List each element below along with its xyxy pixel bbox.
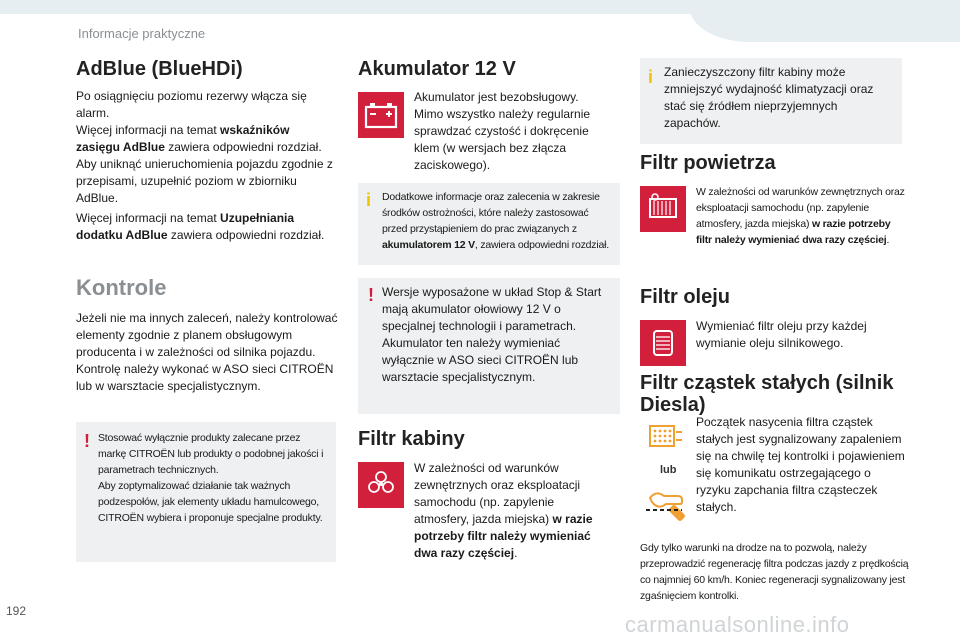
filtr-czastek-title (640, 372, 893, 416)
akumulator-info-box (358, 183, 620, 265)
section-title: Informacje praktyczne (78, 26, 206, 41)
oil-filter-icon (640, 320, 686, 366)
filtr-powietrza-title: Filtr powietrza (640, 152, 776, 174)
kontrole-warning-line-2: Aby zoptymalizować działanie tak ważnych podzespołów, jak elementy układu hamulcowego, CITROËN wybiera i proponuje specjalne produkty. (98, 480, 323, 524)
kontrole-paragraph (76, 310, 338, 395)
header-curve (690, 0, 960, 42)
kontrole-text-2: Kontrolę należy wykonać w ASO sieci CITROËN lub w warsztacie specjalistycznym. (76, 362, 334, 393)
filtr-kabiny-end: . (514, 546, 518, 560)
info-mark-icon: i (366, 190, 372, 210)
kabina-info-box (640, 58, 902, 144)
adblue-alarm-text: Po osiągnięciu poziomu rezerwy włącza się alarm. (76, 89, 307, 120)
kontrole-warning-box (76, 422, 336, 562)
filtr-czastek-title-line-2: Diesla) (640, 394, 706, 416)
battery-icon (358, 92, 404, 138)
filtr-kabiny-intro: W zależności od warunków zewnętrznych oraz eksploatacji samochodu (np. zapylenie atmosfery, jazda miejska) (414, 461, 581, 526)
filtr-oleju-title: Filtr oleju (640, 286, 730, 308)
adblue-topup-chapter: zawiera odpowiedni rozdział. (167, 228, 325, 242)
adblue-refill-text: Aby uniknąć unieruchomienia pojazdu zgodnie z przepisami, uzupełnić poziom w zbiorniku AdBlue. (76, 157, 333, 205)
filtr-kabiny-emphasis: w razie potrzeby filtr należy wymieniać dwa razy częściej (414, 512, 593, 560)
info-mark-icon: i (648, 67, 654, 87)
filtr-czastek-note: Gdy tylko warunki na drodze na to pozwolą, należy przeprowadzić regenerację filtra podczas jazdy z prędkością co najmniej 60 km/h. Koniec regeneracji sygnalizowany jest zgaśnięciem kontrolki. (640, 542, 909, 602)
cabin-filter-icon (358, 462, 404, 508)
akumulator-title: Akumulator 12 V (358, 58, 516, 80)
watermark: carmanualsonline.info (625, 612, 850, 637)
kontrole-warning-text (98, 430, 330, 526)
lub-label: lub (660, 464, 677, 476)
service-wrench-icon (644, 484, 688, 524)
warning-mark-icon: ! (368, 285, 374, 305)
filtr-powietrza-emphasis: w razie potrzeby filtr należy wymieniać dwa razy częściej (696, 218, 891, 246)
air-filter-icon (640, 186, 686, 232)
kontrole-warning-line-1: Stosować wyłącznie produkty zalecane przez markę CITROËN lub produkty o podobnej jakości i parametrach technicznych. (98, 432, 324, 476)
akumulator-warning-box (358, 278, 620, 414)
filtr-kabiny-text (414, 460, 610, 562)
filtr-powietrza-text (696, 184, 906, 248)
adblue-paragraph-1 (76, 88, 336, 207)
page-number: 192 (6, 604, 27, 618)
adblue-paragraph-2 (76, 210, 338, 244)
filtr-czastek-title-line-1: Filtr cząstek stałych (silnik (640, 372, 894, 394)
filtr-oleju-text: Wymieniać filtr oleju przy każdej wymianie oleju silnikowego. (696, 319, 867, 350)
adblue-range-indicator-link: wskaźników zasięgu AdBlue (76, 123, 290, 154)
adblue-topup-intro: Więcej informacji na temat (76, 211, 221, 225)
kontrole-text-1: Jeżeli nie ma innych zaleceń, należy kontrolować elementy zgodnie z planem obsługowym producenta i w zależności od silnika pojazdu. (76, 311, 338, 359)
akumulator-info-text (382, 189, 616, 253)
filtr-powietrza-end: . (886, 234, 890, 246)
adblue-topup-link: Uzupełniania dodatku AdBlue (76, 211, 295, 242)
kontrole-title: Kontrole (76, 275, 167, 300)
akumulator-warning-text: Wersje wyposażone w układ Stop & Start mają akumulator ołowiowy 12 V o specjalnej technologii i parametrach. Akumulator ten należy wymieniać wyłącznie w ASO sieci CITROËN lub warsztacie specjalistycznym. (382, 285, 602, 384)
akumulator-info-intro: Dodatkowe informacje oraz zalecenia w zakresie środków ostrożności, które należy zastosować przed przystąpieniem do prac związanych z (382, 191, 600, 235)
adblue-title: AdBlue (BlueHDi) (76, 58, 243, 80)
kabina-info-text: Zanieczyszczony filtr kabiny może zmniejszyć wydajność klimatyzacji oraz stać się źródłem nieprzyjemnych zapachów. (664, 65, 874, 130)
particle-filter-icon (646, 422, 686, 450)
akumulator-info-link: akumulatorem 12 V (382, 239, 475, 251)
akumulator-info-end: , zawiera odpowiedni rozdział. (474, 239, 609, 251)
filtr-kabiny-title: Filtr kabiny (358, 428, 465, 450)
filtr-powietrza-intro: W zależności od warunków zewnętrznych oraz eksploatacji samochodu (np. zapylenie atmosfery, jazda miejska) (696, 186, 905, 230)
akumulator-text: Akumulator jest bezobsługowy. Mimo wszystko należy regularnie sprawdzać czystość i dokręcenie klem (w wersjach bez złącza zaciskowego). (414, 90, 591, 172)
adblue-chapter-text: zawiera odpowiedni rozdział. (164, 140, 322, 154)
adblue-more-info-text: Więcej informacji na temat (76, 123, 221, 137)
filtr-czastek-text: Początek nasycenia filtra cząstek stałych jest sygnalizowany zapaleniem się na chwilę tej kontrolki i pojawieniem się komunikatu ostrzegającego o ryzyku zapchania filtra cząsteczek stałych. (696, 415, 905, 514)
warning-mark-icon: ! (84, 431, 90, 451)
